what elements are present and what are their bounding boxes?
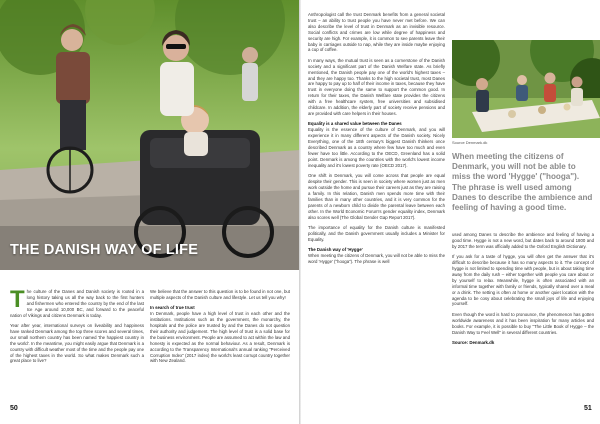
paragraph: Even though the word is hard to pronounce, the phenomenon has gotten worldwide awareness and it has been inspiration for many articles and books. For example, it is possible to buy "The Little Book of Hygge – the Danish Way to Feel Well" in several different countries. xyxy=(452,311,594,335)
section-heading: In search of true trust xyxy=(150,305,195,311)
section-heading: Equality is a shared value between the Danes xyxy=(308,121,402,127)
paragraph: Equality is the essence of the culture of Denmark, and you will experience it in many different aspects of the Danish society. Nicely Everything, one of the 18th century's biggest Danish thinkers once described Denmark as a country where few have too much and even fewer have too little. According to the OECD, Greenland has a solid point. Denmark is among the countries with the world's lowest income inequality and it's lowest poverty rate (OECD 2017). xyxy=(308,127,445,168)
paragraph: used among Danes to describe the ambience and feeling of having a good time. Hygge is not a new word, but dates back to around 1800 and by 2017 the term was officially added to the Oxford English Dictionary. xyxy=(452,232,594,249)
paragraph: The importance of equality for the Danish culture is manifested politically, and the Danish government usually includes a Minister for Equality. xyxy=(308,224,445,242)
section-heading: The Danish way of 'Hygge' xyxy=(308,247,363,253)
paragraph: One shift in Denmark, you will come across that people are equal despite their gender. This is seen in society where women just as men work outside the home and pursue their careers just as they are raising a family. In this relation, Danish men spends more time with their families than in many other countries, and it is very common for the parents of a newborn child to divide the parental leave between each other. In the World Economic Forum's gender equality index, Denmark also scores well (The Global Gender Gap Report 2017). xyxy=(308,173,445,220)
paragraph: When meeting the citizens of Denmark, you will not be able to miss the word 'Hygge' ("hooga"). The phrase is well xyxy=(308,253,445,264)
page-number: 51 xyxy=(584,405,592,412)
paragraph: If you ask for a taste of hygge, you will often get the answer that it's difficult to describe because it has so many aspects to it. The concept of hygge is not limited to spending time with people, but is about taking time away from the daily rush – either together with people you care about or by yourself to relax. Meanwhile, hygge is often associated with an informal time together with family or friends, typically shared over a meal or a drink. The setting is often at home or another quiet location with the agenda to be cosy about celebrating the small joys of life and enjoying yourself. xyxy=(452,254,594,307)
paragraph: We believe that the answer to this question is to be found in not one, but multiple aspects of the Danish culture and lifestyle. Let us tell you why! xyxy=(150,289,290,300)
left-column-2 xyxy=(150,289,290,369)
hero-photo-family-bicycle xyxy=(0,0,300,270)
paragraph: In Denmark, people have a high level of trust in each other and the institutions. Institutions such as the government, the monarchy, the hospitals and the police are trusted by and the Danes do not question their authority and judgement. The high level of trust is a solid base for the business environment. People are assumed to act within the law and honesty is expected as the normal behaviour. As a result, Denmark is according to the Transparency International's annual ranking "Perceived Corruption Index" (2017 index) the world's least corrupt country together with New Zealand. xyxy=(150,311,290,364)
dropcap: T xyxy=(10,286,25,313)
right-column-2 xyxy=(452,232,594,350)
right-column-1 xyxy=(308,12,445,269)
paragraph: In many ways, the mutual trust is seen as a cornerstone of the Danish society and a significant part of the Danish Welfare state. As briefly mentioned, the Danish people pay one of the world's highest taxes – and they are happy too. Thanks to the high societal trust, most Danes are happy to pay up to half of their income in taxes, because they have trust in everyone doing the same to support the common good. In return for their taxes, the Danish Welfare state provides the citizens with a free healthcare system, free universities and subsidised childcare. In addition, the elderly part of society receive pensions and are provided with care helpers in their houses. xyxy=(308,57,445,116)
pull-quote: When meeting the citizens of Denmark, you will not be able to miss the word 'Hygge' ("hooga"). The phrase is well used among Danes to describe the ambience and feeling of having a good time. xyxy=(452,152,593,213)
intro-paragraph: The culture of the Danes and Danish society is rooted in a long history taking us all the way back to the first hunters and fishermen who entered the country by the end of the last Ice Age around 10,000 BC, and forward to the peaceful nation of Vikings and citizens Denmark is today. xyxy=(10,286,144,318)
left-column-1 xyxy=(10,286,144,369)
paragraph: Year after year, international surveys on liveability and happiness have ranked Denmark among the top three scores and several times, our small northern country has been named 'the happiest country in the world'. In the meantime, you might easily argue that Denmark is a country with difficult weather most of the time and the people pay one of the highest taxes in the world. So what makes Denmark such a great place to live? xyxy=(10,323,144,364)
photo-outdoor-dinner xyxy=(452,40,600,138)
photo-caption: Source Denmark.dk xyxy=(452,140,488,145)
article-title: THE DANISH WAY OF LIFE xyxy=(10,242,199,258)
page-number: 50 xyxy=(10,405,18,412)
source-line: Source: Denmark.dk xyxy=(452,340,495,345)
paragraph: Anthropologist call the trust Denmark benefits from a general societal trust – an ability to trust people you have never met before. We can also describe the level of trust in Denmark as an invisible resource. Social conflicts and crimes are low while degree of happiness and security are high. For example, it is common to see parents leave their baby in carriages outside to nap, while they are inside maybe enjoying a cup of coffee. xyxy=(308,12,445,53)
